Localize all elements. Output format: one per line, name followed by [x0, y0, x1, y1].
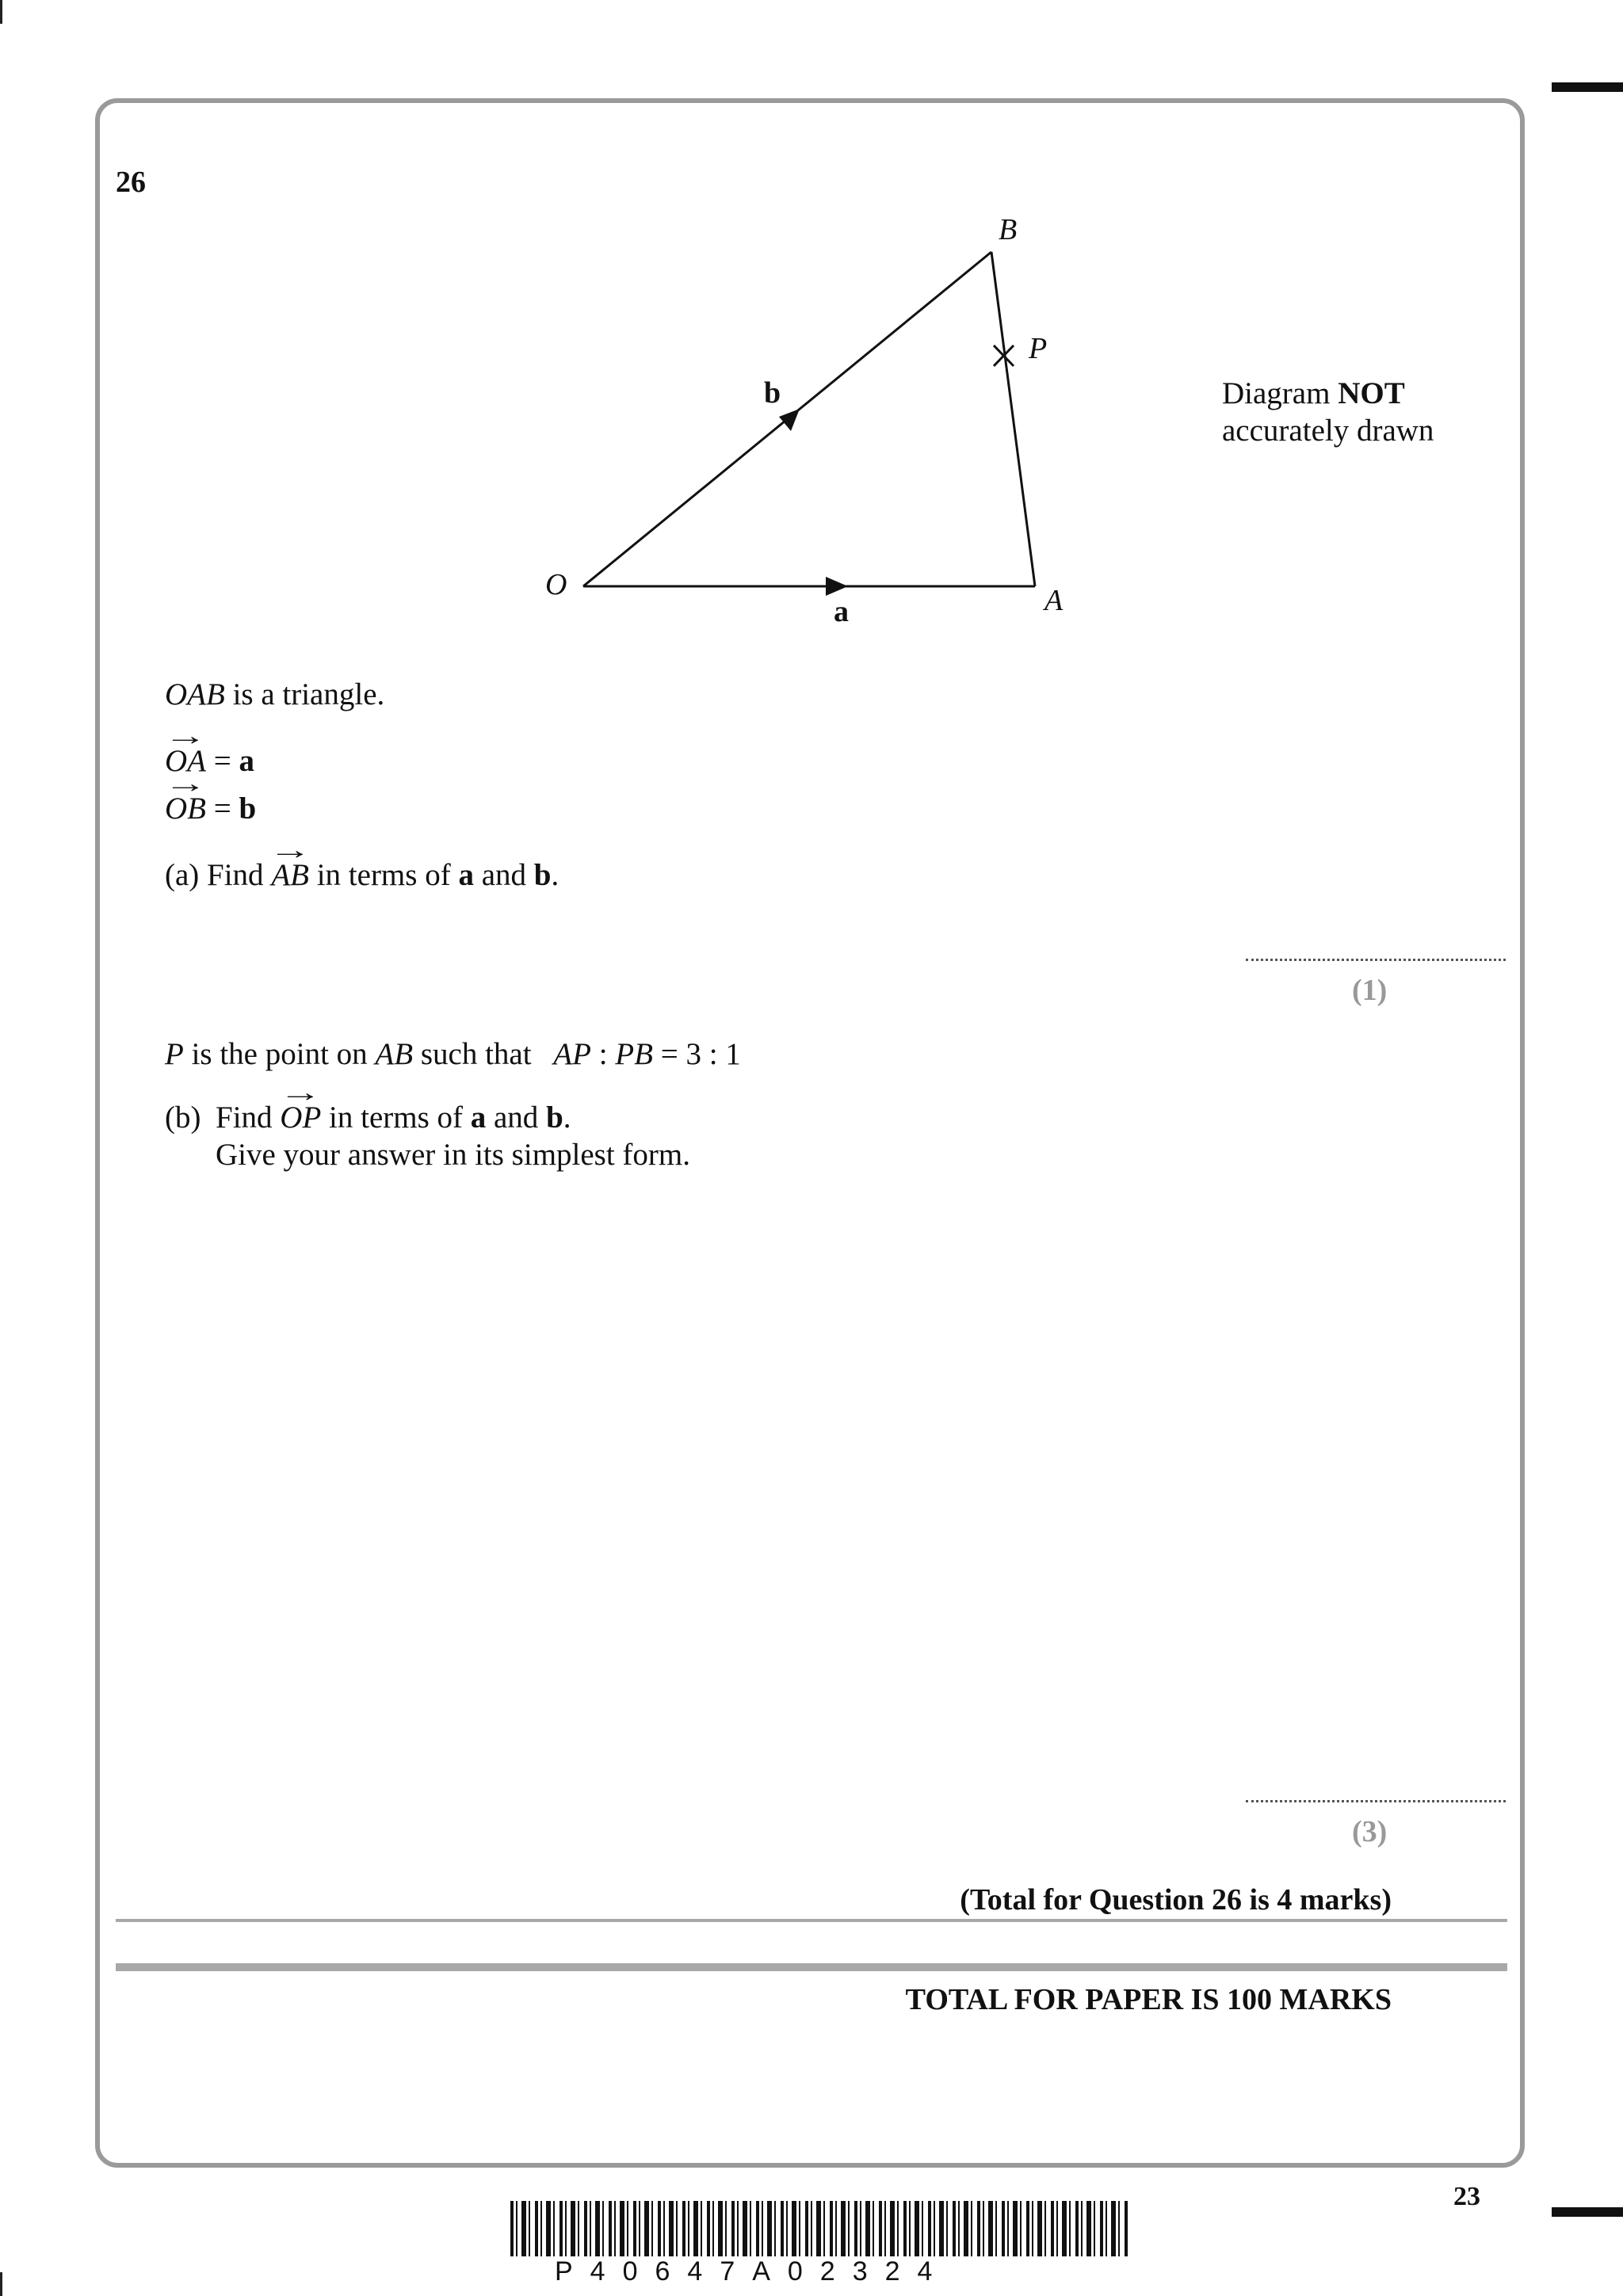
- diagram-note-prefix: Diagram: [1222, 376, 1338, 410]
- part-b-find: Find: [216, 1100, 281, 1135]
- marks-a: (1): [1352, 974, 1388, 1007]
- part-b-end: .: [563, 1100, 571, 1135]
- part-a-label: (a) Find: [165, 858, 272, 892]
- part-b-line2: Give your answer in its simplest form.: [216, 1137, 690, 1172]
- triangle-diagram: [0, 0, 1623, 713]
- label-b: b: [764, 376, 781, 410]
- part-a-mid: in terms of: [308, 858, 459, 892]
- label-B: B: [999, 213, 1018, 246]
- vector-oa-eq: =: [206, 744, 239, 778]
- answer-line-b[interactable]: [1246, 1800, 1506, 1802]
- condition-text2: such that: [413, 1037, 540, 1071]
- condition-ratio: = 3 : 1: [652, 1037, 741, 1071]
- vector-ob-eq: =: [206, 791, 239, 826]
- condition-ap: AP: [553, 1037, 591, 1071]
- marks-b: (3): [1352, 1815, 1388, 1848]
- edge-AB: [991, 252, 1035, 586]
- part-a-b: b: [533, 858, 552, 892]
- condition-statement: [165, 1036, 741, 1074]
- part-a-question: [165, 857, 559, 894]
- diagram-note-not: NOT: [1338, 376, 1405, 410]
- part-b-b: b: [546, 1100, 563, 1135]
- condition-p: P: [165, 1037, 184, 1071]
- part-b-a: a: [470, 1100, 487, 1135]
- part-b-and: and: [486, 1100, 547, 1135]
- barcode: [510, 2201, 1128, 2256]
- part-b-vector: → OP: [280, 1100, 321, 1137]
- triangle-text: is a triangle.: [224, 677, 385, 711]
- label-A: A: [1044, 584, 1064, 617]
- label-P: P: [1029, 332, 1048, 365]
- question-number: 26: [116, 166, 146, 199]
- part-a-vector: → AB: [271, 857, 309, 894]
- vector-ob: → OB: [165, 791, 206, 828]
- label-a: a: [834, 595, 849, 628]
- triangle-name: OAB: [165, 677, 225, 711]
- crop-mark-bottom-left: [0, 2272, 2, 2296]
- diagram-note: [1222, 376, 1434, 450]
- condition-pb: PB: [615, 1037, 653, 1071]
- vector-ob-value: b: [239, 791, 257, 826]
- part-b-question: [216, 1100, 690, 1174]
- paper-total: TOTAL FOR PAPER IS 100 MARKS: [905, 1983, 1392, 2016]
- barcode-text: P40647A02324: [555, 2256, 950, 2286]
- part-a-end: .: [551, 858, 559, 892]
- condition-colon: :: [590, 1037, 616, 1071]
- label-O: O: [545, 568, 567, 601]
- condition-text1: is the point on: [183, 1037, 376, 1071]
- arrow-b: [779, 409, 800, 431]
- part-a-and: and: [473, 858, 534, 892]
- question-total: (Total for Question 26 is 4 marks): [960, 1883, 1392, 1917]
- vector-ob-line: [165, 791, 256, 828]
- vector-oa-value: a: [239, 744, 254, 778]
- arrow-a: [826, 577, 848, 596]
- vector-oa: → OA: [165, 743, 206, 780]
- side-bar-bottom: [1552, 2207, 1623, 2217]
- part-b-label: (b): [165, 1100, 201, 1135]
- diagram-note-line2: accurately drawn: [1222, 413, 1434, 448]
- page-number: 23: [1453, 2182, 1480, 2211]
- answer-line-a[interactable]: [1246, 959, 1506, 961]
- paper-rule: [116, 1963, 1507, 1971]
- question-rule: [116, 1919, 1507, 1922]
- condition-ab: AB: [375, 1037, 414, 1071]
- part-a-a: a: [458, 858, 474, 892]
- triangle-statement: [165, 677, 384, 714]
- part-b-mid: in terms of: [321, 1100, 471, 1135]
